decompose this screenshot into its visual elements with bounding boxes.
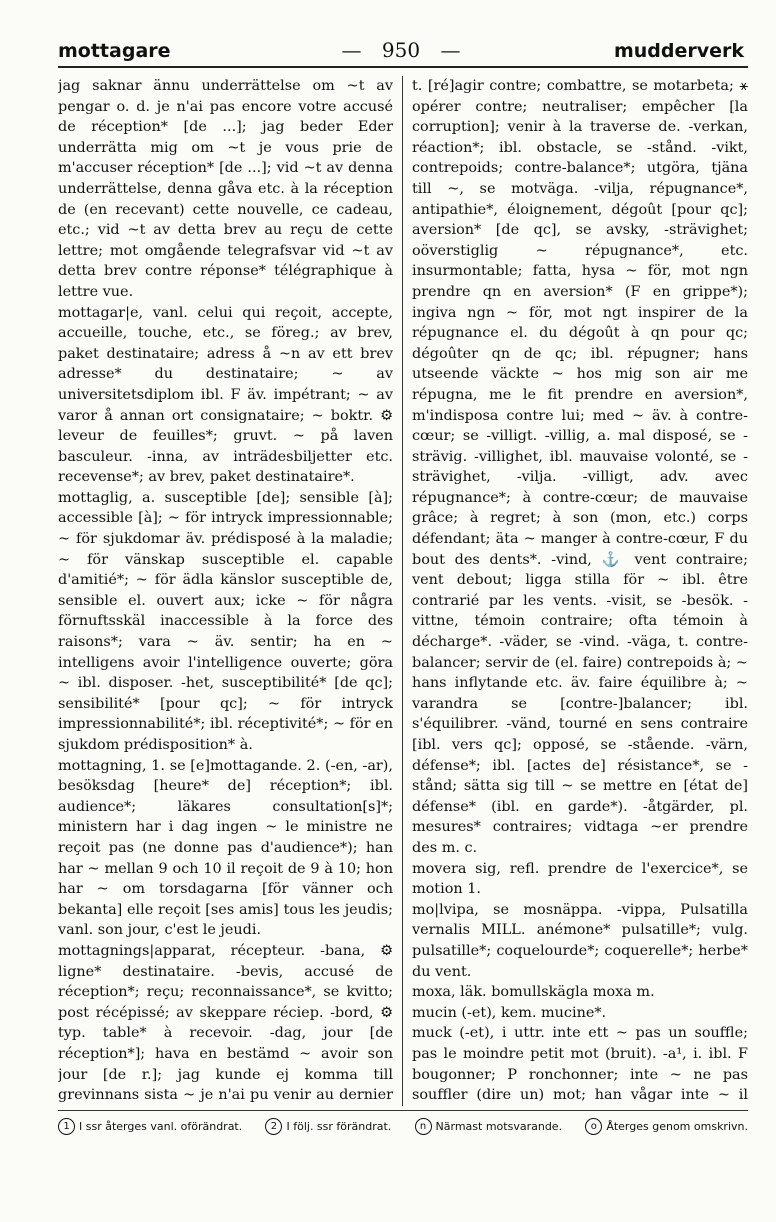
dictionary-entry: moxa, läk. bomullskägla moxa m.	[412, 984, 655, 1001]
body-columns	[58, 76, 748, 1106]
circled-mark-icon: 1	[58, 1118, 75, 1135]
guide-word-right: mudderverk	[613, 40, 744, 62]
footnote-item	[415, 1118, 563, 1135]
guide-word-left: mottagare	[58, 40, 171, 62]
left-column	[58, 76, 403, 1106]
dictionary-entry: mottaglig, a. susceptible [de]; sensible [à]; accessible [à]; ~ för intryck impressionnable; ~ för sjukdomar äv. prédisposé à la maladie; ~ för vänskap susceptible el. capable d'amitié*; ~ för ädla känslor susceptible de, sensible el. ouvert aux; icke ~ för några förnuftsskäl inaccessible à la force des raisons*; vara ~ äv. sentir; ha en ~ intelligens avoir l'intelligence ouverte; göra ~ ibl. disposer. -het, susceptibilité* [de qc]; sensibilité* [pour qc]; ~ för intryck impressionnabilité*; ibl. réceptivité*; ~ för en sjukdom prédisposition* à.	[58, 489, 393, 753]
dictionary-entry: mucin (-et), kem. mucine*.	[412, 1004, 607, 1021]
footnote-item	[585, 1118, 748, 1135]
footnote-text: I ssr återges vanl. oförändrat.	[79, 1120, 243, 1133]
dictionary-entry: mottagar|e, vanl. celui qui reçoit, accepte, accueille, touche, etc., se föreg.; av brev, paket destinataire; adress å ~n av ett brev adresse* du destinataire; ~ av universitetsdiplom ibl. F äv. impétrant; ~ av varor å annan ort consignataire; ~ boktr. ⚙ leveur de feuilles*; gruvt. ~ på laven basculeur. -inna, av inträdesbiljetter etc. recevense*; av brev, paket destinataire*.	[58, 304, 393, 486]
footnote-text: I följ. ssr förändrat.	[286, 1120, 392, 1133]
footnote-rule	[58, 1110, 748, 1111]
footnote-item	[265, 1118, 391, 1135]
dictionary-entry: t. [ré]agir contre; combattre, se motarbeta; ⚹ opérer contre; neutraliser; empêcher [la corruption]; venir à la traverse de. -verkan, réaction*; ibl. obstacle, se -stånd. -vikt, contrepoids; contre-balance*; utgöra, tjäna till ~, se motväga. -vilja, répugnance*, antipathie*, éloignement, dégoût [pour qc]; aversion* [de qc], se avsky, -strävighet; oöverstiglig ~ répugnance*, etc. insurmontable; fatta, hysa ~ för, mot ngn prendre qn en aversion* (F en grippe*); ingiva ngn ~ för, mot ngt inspirer de la répugnance el. du dégoût à qn pour qc; dégoûter qn de qc; ibl. répugner; hans utseende väckte ~ hos mig son air me répugna, me le fit prendre en aversion*, m'indisposa contre lui; med ~ äv. à contre-cœur; se -villigt. -villig, a. mal disposé, se -strävig. -villighet, ibl. mauvaise volonté, se -strävighet, -vilja. -villigt, adv. avec répugnance*; à contre-cœur; de mauvaise grâce; à regret; à son (mon, etc.) corps défendant; äta ~ manger à contre-cœur, F du bout des dents*. -vind, ⚓ vent contraire; vent debout; ligga stilla för ~ ibl. être contrarié par les vents. -visit, se -besök. -vittne, témoin contraire; ofta témoin à décharge*. -väder, se -vind. -väga, t. contre-balancer; servir de (el. faire) contrepoids à; ~ hans inflytande etc. äv. faire équilibre à; ~ varandra se [contre-]balancer; ibl. s'équilibrer. -vänd, tourné en sens contraire [ibl. vers qc]; opposé, se -stående. -värn, défense*; ibl. [actes de] résistance*, se -stånd; sätta sig till ~ se mettre en [état de] défense* (ibl. en garde*). -åtgärder, pl. mesures* contraires; vidtaga ~er prendre des m. c.	[412, 78, 748, 856]
page-number: 950	[381, 38, 421, 62]
right-column	[403, 76, 748, 1106]
header-dash: —	[440, 38, 461, 62]
header-dash: —	[341, 38, 362, 62]
dictionary-entry: movera sig, refl. prendre de l'exercice*, se motion 1.	[412, 860, 748, 898]
dictionary-entry: mottagning, 1. se [e]mottagande. 2. (-en, -ar), besöksdag [heure* de] réception*; ibl. audience*; läkares consultation[s]*; ministern har i dag ingen ~ le ministre ne reçoit pas (ne donne pas d'audience*); han har ~ mellan 9 och 10 il reçoit de 9 à 10; hon har ~ om torsdagarna [för vänner och bekanta] elle reçoit [ses amis] tous les jeudis; vanl. son jour, c'est le jeudi.	[58, 757, 393, 939]
circled-mark-icon: o	[585, 1118, 602, 1135]
dictionary-entry: mottagnings|apparat, récepteur. -bana, ⚙ ligne* destinataire. -bevis, accusé de réception*; reçu; reconnaissance*, se kvitto; post récépissé; av skeppare réciep. -bord, ⚙ typ. table* à recevoir. -dag, jour [de réception*]; hava en bestämd ~ avoir son jour [de r.]; jag kunde ej komma till grevinnans sista ~ je n'ai pu venir au dernier	[58, 942, 393, 1104]
header-rule	[58, 66, 748, 68]
dictionary-entry: mo|lvipa, se mosnäppa. -vippa, Pulsatilla vernalis MILL. anémone* pulsatille*; vulg. pulsatille*; coquelourde*; coquerelle*; herbe* du vent.	[412, 901, 748, 980]
footnote-item	[58, 1118, 242, 1135]
running-header	[58, 36, 744, 66]
footnote-legend	[58, 1118, 748, 1135]
dictionary-entry: jag saknar ännu underrättelse om ~t av pengar o. d. je n'ai pas encore votre accusé de réception* [de ...]; jag beder Eder underrätta mig om ~t je vous prie de m'accuser réception* [de ...]; vid ~t av denna underrättelse, denna gåva etc. à la réception de (en recevant) cette nouvelle, ce cadeau, etc.; vid ~t av detta brev au reçu de cette lettre; mot omgående telegrafsvar vid ~t av detta brev contre réponse* télégraphique à lettre vue.	[58, 78, 393, 300]
circled-mark-icon: 2	[265, 1118, 282, 1135]
circled-mark-icon: n	[415, 1118, 432, 1135]
dictionary-entry: muck (-et), i uttr. inte ett ~ pas un souffle; pas le moindre petit mot (bruit). -a¹, i. ibl. F bougonner; P ronchonner; inte ~ ne pas souffler (dire un) mot; han vågar inte ~ il	[412, 1025, 748, 1104]
footnote-text: Närmast motsvarande.	[435, 1120, 563, 1133]
footnote-text: Återges genom omskrivn.	[606, 1120, 748, 1133]
